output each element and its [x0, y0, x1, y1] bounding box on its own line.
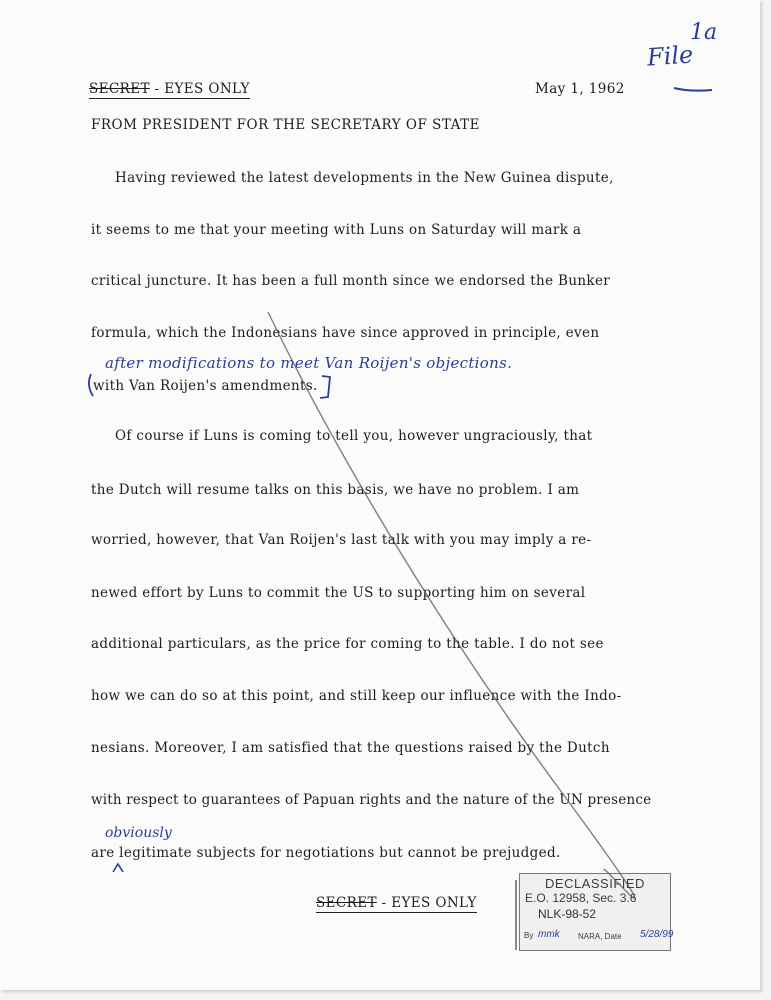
classification-rest: - EYES ONLY [149, 81, 250, 97]
bracket-open [89, 374, 93, 396]
body-line: critical juncture. It has been a full month since we endorsed the Bunker [91, 273, 611, 289]
body-line: Of course if Luns is coming to tell you, however ungraciously, that [115, 428, 593, 444]
insertion-caret [113, 864, 123, 872]
bracket-close [320, 376, 330, 398]
body-line: it seems to me that your meeting with Luns on Saturday will mark a [91, 222, 582, 238]
body-line: formula, which the Indonesians have since approved in principle, even [91, 325, 600, 341]
handwritten-insert: after modifications to meet Van Roijen's objections. [105, 354, 513, 372]
body-line-amended: with Van Roijen's amendments. [93, 378, 318, 394]
file-underline [674, 88, 712, 91]
body-line: nesians. Moreover, I am satisfied that the questions raised by the Dutch [91, 740, 610, 756]
stamp-title: DECLASSIFIED [545, 876, 645, 891]
handwritten-obviously: obviously [105, 825, 172, 841]
memo-from-to: FROM PRESIDENT FOR THE SECRETARY OF STATE [91, 117, 481, 133]
body-line: newed effort by Luns to commit the US to supporting him on several [91, 585, 586, 601]
file-annotation: File [646, 40, 695, 72]
stamp-date: 5/28/99 [640, 929, 674, 940]
file-number-annotation: 1a [690, 20, 718, 45]
body-line: how we can do so at this point, and still keep our influence with the Indo- [91, 688, 622, 704]
diagonal-pencil-stroke [268, 312, 635, 898]
body-line: Having reviewed the latest developments in the New Guinea dispute, [115, 170, 614, 186]
body-line: the Dutch will resume talks on this basis, we have no problem. I am [91, 482, 580, 498]
classification-footer-rest: - EYES ONLY [376, 895, 477, 911]
stamp-by-name: mmk [538, 929, 560, 940]
classification-footer-struck: SECRET [316, 895, 377, 911]
stamp-eo: E.O. 12958, Sec. 3.6 [525, 891, 637, 905]
body-line: are legitimate subjects for negotiations but cannot be prejudged. [91, 845, 561, 861]
classification-struck: SECRET [89, 81, 150, 97]
body-line: additional particulars, as the price for coming to the table. I do not see [91, 636, 604, 652]
stamp-by-label: By [524, 931, 534, 940]
body-line: worried, however, that Van Roijen's last talk with you may imply a re- [91, 532, 592, 548]
stamp-nlk: NLK-98-52 [538, 907, 597, 921]
memo-date: May 1, 1962 [535, 81, 625, 97]
stamp-nara: NARA, Date [578, 932, 622, 941]
body-line: with respect to guarantees of Papuan rights and the nature of the UN presence [91, 792, 652, 808]
